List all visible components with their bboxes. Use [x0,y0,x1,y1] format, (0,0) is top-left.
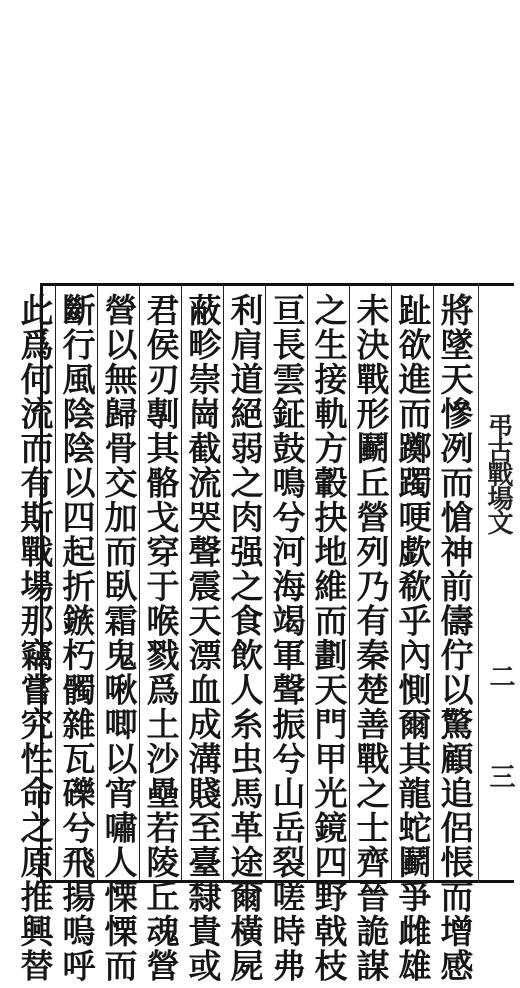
text-column-11 [14,287,55,983]
fold-margin [478,283,515,883]
column-rule [265,286,266,882]
column-text: 此爲何流而有斯戰場那竊嘗究性命之原推興替 [15,293,55,983]
fold-page-number: 二 [485,663,515,689]
column-text: 營以無歸骨交加而臥霜鬼啾唧以宵嘯人慄慄而 [99,293,139,983]
text-column-9 [98,287,139,983]
column-rule [97,286,98,882]
column-text: 蔽畛崇崗截流哭聲震天漂血成溝賤至臺隸貴或 [183,293,223,983]
column-rule [307,286,308,882]
column-text: 君侯刃剸其骼戈穿于喉戮爲土沙壘若陵丘魂營 [141,293,181,983]
fold-title: 弔古戰場文 [483,413,513,533]
column-text: 未決戰形鬬丘營列乃有秦楚善戰之士齊晉詭謀 [351,293,391,983]
text-column-2 [392,287,433,983]
text-column-3 [350,287,391,983]
text-column-6 [224,287,265,983]
text-column-10 [56,287,97,983]
column-rule [349,286,350,882]
text-column-4 [308,287,349,983]
column-rule [181,286,182,882]
text-column-8 [140,287,181,983]
column-text: 將墜天慘冽而愴神前儔佇以驚顧追侶悵而增感 [435,293,475,983]
column-rule [139,286,140,882]
text-column-1 [434,287,475,983]
column-text: 之生接軌方轂抉地維而劃天門甲光鏡四野戟枝 [309,293,349,983]
column-text: 斷行風陰陰以四起折鏃朽髑雜瓦礫兮飛揚嗚呼 [57,293,97,983]
text-column-5 [266,287,307,983]
text-column-7 [182,287,223,983]
column-text: 趾欲進而躑躅哽歔欷乎內惻爾其龍蛇鬬爭雌雄 [393,293,433,983]
fold-extra-mark: 三 [485,763,515,789]
column-rule [223,286,224,882]
column-rule [433,286,434,882]
column-text: 亘長雲鉦鼓鳴兮河海竭軍聲振兮山岳裂嗟時弗 [267,293,307,983]
column-rule [55,286,56,882]
column-rule [391,286,392,882]
column-text: 利肩道絕弱之肉强之食飲人糸虫馬革途爾橫屍 [225,293,265,983]
